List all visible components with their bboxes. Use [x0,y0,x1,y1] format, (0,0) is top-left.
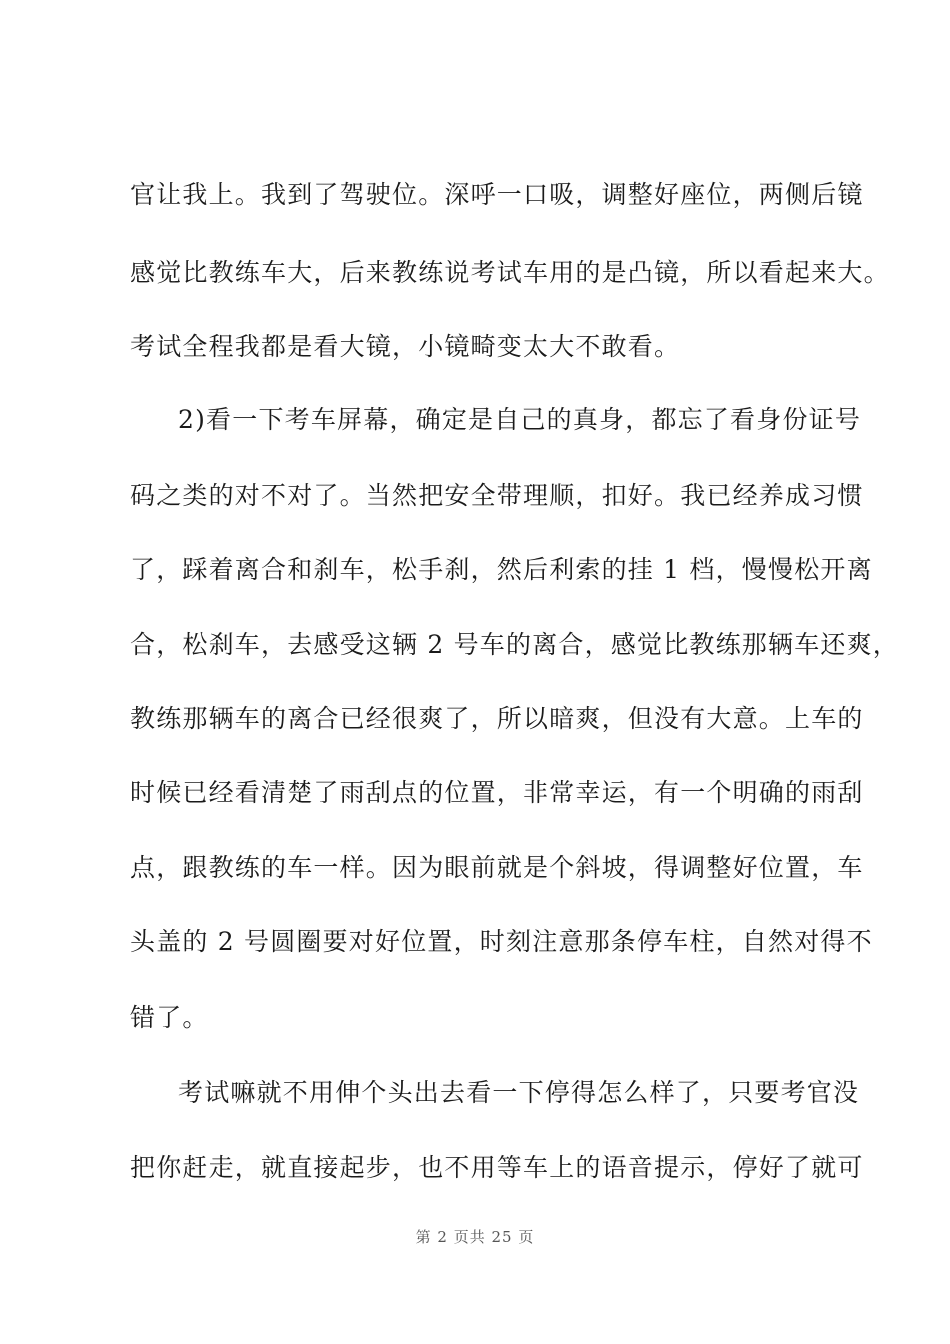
text-line: 合，松刹车，去感受这辆 2 号车的离合，感觉比教练那辆车还爽， [130,630,900,659]
text-line: 点，跟教练的车一样。因为眼前就是个斜坡，得调整好位置，车 [130,853,864,882]
text-line: 错了。 [130,1003,209,1032]
text-line: 把你赶走，就直接起步，也不用等车上的语音提示，停好了就可 [130,1153,864,1182]
text-line: 教练那辆车的离合已经很爽了，所以暗爽，但没有大意。上车的 [130,704,864,733]
text-line: 时候已经看清楚了雨刮点的位置，非常幸运，有一个明确的雨刮 [130,778,864,807]
text-line: 官让我上。我到了驾驶位。深呼一口吸，调整好座位，两侧后镜 [130,180,864,209]
text-line: 了，踩着离合和刹车，松手刹，然后利索的挂 1 档，慢慢松开离 [130,555,873,584]
text-line: 考试全程我都是看大镜，小镜畸变太大不敢看。 [130,332,681,361]
page-number-footer: 第 2 页共 25 页 [415,1228,535,1246]
paragraph-start-line: 2)看一下考车屏幕，确定是自己的真身，都忘了看身份证号 [178,405,862,434]
text-line: 感觉比教练车大，后来教练说考试车用的是凸镜，所以看起来大。 [130,258,890,287]
text-line: 码之类的对不对了。当然把安全带理顺，扣好。我已经养成习惯 [130,481,864,510]
text-line: 头盖的 2 号圆圈要对好位置，时刻注意那条停车柱，自然对得不 [130,927,873,956]
paragraph-start-line: 考试嘛就不用伸个头出去看一下停得怎么样了，只要考官没 [178,1078,860,1107]
